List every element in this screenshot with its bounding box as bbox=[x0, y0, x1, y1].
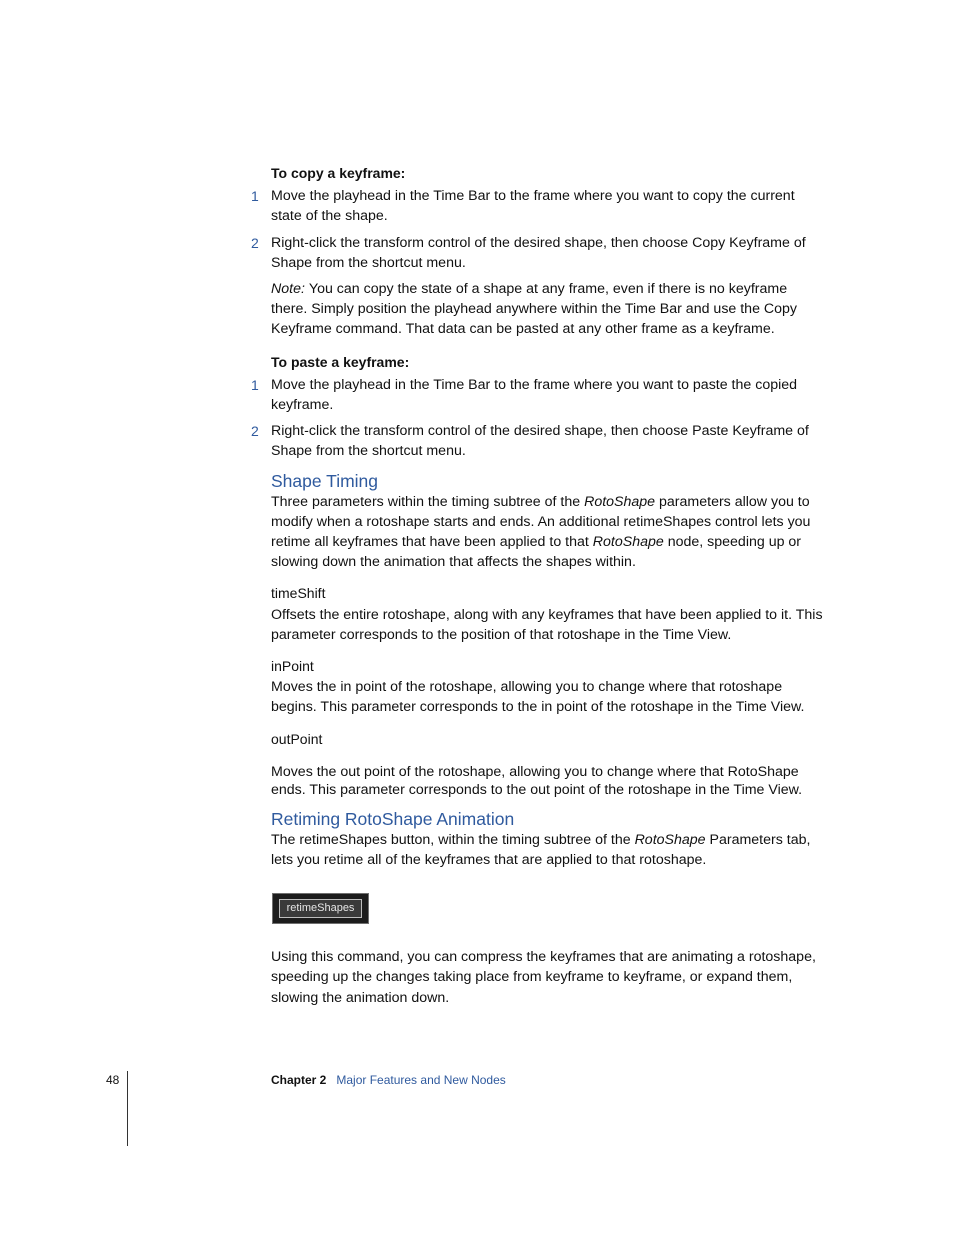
intro-text: parameters allow you to modify when a rotoshape starts and ends. An additional retimeShapes control lets you retime all keyframes that have been applied to that bbox=[271, 493, 811, 551]
footer-chapter bbox=[271, 1073, 506, 1087]
chapter-label: Chapter 2 bbox=[271, 1073, 327, 1087]
intro-text: Three parameters within the timing subtree of the bbox=[271, 493, 585, 510]
retimeshapes-button[interactable]: retimeShapes bbox=[279, 899, 362, 918]
page-number: 48 bbox=[106, 1073, 120, 1087]
note-text: You can copy the state of a shape at any frame, even if there is no keyframe there. Simply position the playhead anywhere within the Time Bar and use the Copy Keyframe command. That data can be pasted at any other frame as a keyframe. bbox=[271, 281, 798, 338]
step-number: 2 bbox=[251, 423, 259, 440]
chapter-title: Major Features and New Nodes bbox=[336, 1073, 506, 1087]
retiming-intro bbox=[271, 830, 823, 870]
step-number: 1 bbox=[251, 188, 259, 205]
paste-step-1 bbox=[251, 375, 823, 415]
intro-text: The retimeShapes button, within the timing subtree of the bbox=[271, 831, 635, 848]
note-lead: Note: bbox=[271, 281, 305, 298]
paste-step-2 bbox=[251, 421, 823, 461]
retiming-heading: Retiming RotoShape Animation bbox=[271, 808, 515, 829]
shape-timing-intro bbox=[271, 492, 823, 573]
param-name-outpoint: outPoint bbox=[271, 730, 323, 747]
copy-procedure-heading: To copy a keyframe: bbox=[271, 165, 406, 181]
param-desc-outpoint: Moves the out point of the rotoshape, allowing you to change where that RotoShape ends. This parameter corresponds to the out point of the rotoshape in the Time View. bbox=[271, 763, 803, 799]
param-name-timeshift: timeShift bbox=[271, 585, 326, 602]
intro-text: node, speeding up or slowing down the animation that affects the shapes within. bbox=[271, 534, 802, 571]
step-text: Move the playhead in the Time Bar to the frame where you want to paste the copied keyframe. bbox=[271, 376, 798, 414]
param-desc-timeshift: Offsets the entire rotoshape, along with any keyframes that have been applied to it. This parameter corresponds to the position of that rotoshape in the Time View. bbox=[271, 606, 823, 643]
retiming-after-text: Using this command, you can compress the keyframes that are animating a rotoshape, speeding up the changes taking place from keyframe to keyframe, or expand them, slowing the animation down. bbox=[271, 949, 816, 1006]
retimeshapes-screenshot bbox=[272, 893, 369, 924]
intro-emphasis: RotoShape bbox=[584, 493, 656, 510]
step-text: Right-click the transform control of the desired shape, then choose Paste Keyframe of Shape from the shortcut menu. bbox=[271, 423, 809, 460]
step-text: Right-click the transform control of the desired shape, then choose Copy Keyframe of Shape from the shortcut menu. bbox=[271, 234, 806, 271]
step-text: Move the playhead in the Time Bar to the frame where you want to copy the current state of the shape. bbox=[271, 188, 795, 225]
paste-procedure-heading: To paste a keyframe: bbox=[271, 353, 410, 370]
param-name-inpoint: inPoint bbox=[271, 658, 314, 675]
intro-emphasis: RotoShape bbox=[634, 831, 706, 848]
copy-note bbox=[271, 279, 823, 340]
intro-text: Parameters tab, lets you retime all of the keyframes that are applied to that rotoshape. bbox=[271, 831, 811, 869]
param-desc-inpoint: Moves the in point of the rotoshape, allowing you to change where that rotoshape begins. This parameter corresponds to the in point of the rotoshape in the Time View. bbox=[271, 679, 805, 716]
shape-timing-heading: Shape Timing bbox=[271, 470, 379, 491]
intro-emphasis: RotoShape bbox=[592, 534, 664, 551]
copy-step-2 bbox=[251, 233, 823, 273]
copy-step-1 bbox=[251, 186, 823, 226]
step-number: 2 bbox=[251, 234, 259, 251]
footer-divider bbox=[127, 1071, 128, 1146]
step-number: 1 bbox=[251, 376, 259, 393]
page-content bbox=[251, 163, 823, 1008]
